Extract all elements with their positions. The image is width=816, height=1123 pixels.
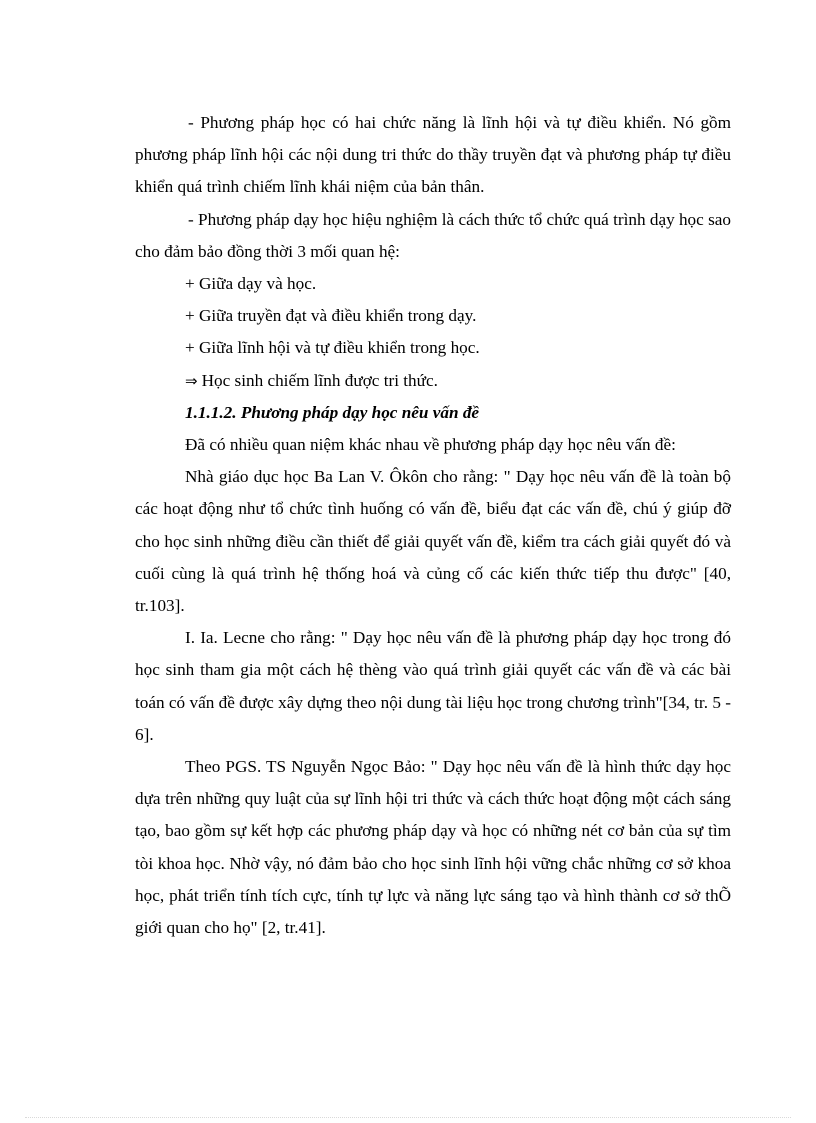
- list-item: + Giữa lĩnh hội và tự điều khiển trong học.: [185, 338, 480, 358]
- conclusion-text: Học sinh chiếm lĩnh được tri thức.: [201, 370, 438, 390]
- document-page: [135, 107, 731, 944]
- section-heading: 1.1.1.2. Phương pháp dạy học nêu vấn đề: [185, 402, 480, 422]
- list-item: + Giữa truyền đạt và điều khiển trong dạy.: [185, 306, 477, 326]
- paragraph-learning-methods: - Phương pháp học có hai chức năng là lĩnh hội và tự điều khiển. Nó gồm phương pháp lĩnh hội các nội dung tri thức do thầy truyền đạt và phương pháp tự điều khiển quá trình chiếm lĩnh khái niệm của bản thân.: [135, 113, 731, 197]
- implies-arrow-icon: ⇒: [185, 371, 198, 390]
- paragraph-effective-teaching: - Phương pháp dạy học hiệu nghiệm là cách thức tổ chức quá trình dạy học sao cho đảm bảo đồng thời 3 mối quan hệ:: [135, 209, 731, 261]
- conclusion-line: [135, 365, 731, 397]
- paragraph-bao-quote: Theo PGS. TS Nguyễn Ngọc Bảo: " Dạy học nêu vấn đề là hình thức dạy học dựa trên những quy luật của sự lĩnh hội tri thức và cách thức hoạt động một cách sáng tạo, bao gồm sự kết hợp các phương pháp dạy và học có những nét cơ bản của sự tìm tòi khoa học. Nhờ vậy, nó đảm bảo cho học sinh lĩnh hội vững chắc những cơ sở khoa học, phát triển tính tích cực, tính tự lực và năng lực sáng tạo và hình thành cơ sở thÕ giới quan cho họ" [2, tr.41].: [135, 757, 731, 938]
- paragraph-lecne-quote: I. Ia. Lecne cho rằng: " Dạy học nêu vấn đề là phương pháp dạy học trong đó học sinh tham gia một cách hệ thèng vào quá trình giải quyết các vấn đề và các bài toán có vấn đề được xây dựng theo nội dung tài liệu học trong chương trình"[34, tr. 5 - 6].: [135, 628, 731, 744]
- paragraph-okon-quote: Nhà giáo dục học Ba Lan V. Ôkôn cho rằng: " Dạy học nêu vấn đề là toàn bộ các hoạt động như tổ chức tình huống có vấn đề, biểu đạt các vấn đề, chú ý giúp đỡ cho học sinh những điều cần thiết để giải quyết vấn đề, kiểm tra cách giải quyết đó và cuối cùng là quá trình hệ thống hoá và củng cố các kiến thức tiếp thu được" [40, tr.103].: [135, 467, 731, 616]
- page-bottom-divider: [25, 1117, 791, 1118]
- paragraph-intro: Đã có nhiều quan niệm khác nhau về phương pháp dạy học nêu vấn đề:: [185, 435, 676, 455]
- list-item: + Giữa dạy và học.: [185, 274, 317, 294]
